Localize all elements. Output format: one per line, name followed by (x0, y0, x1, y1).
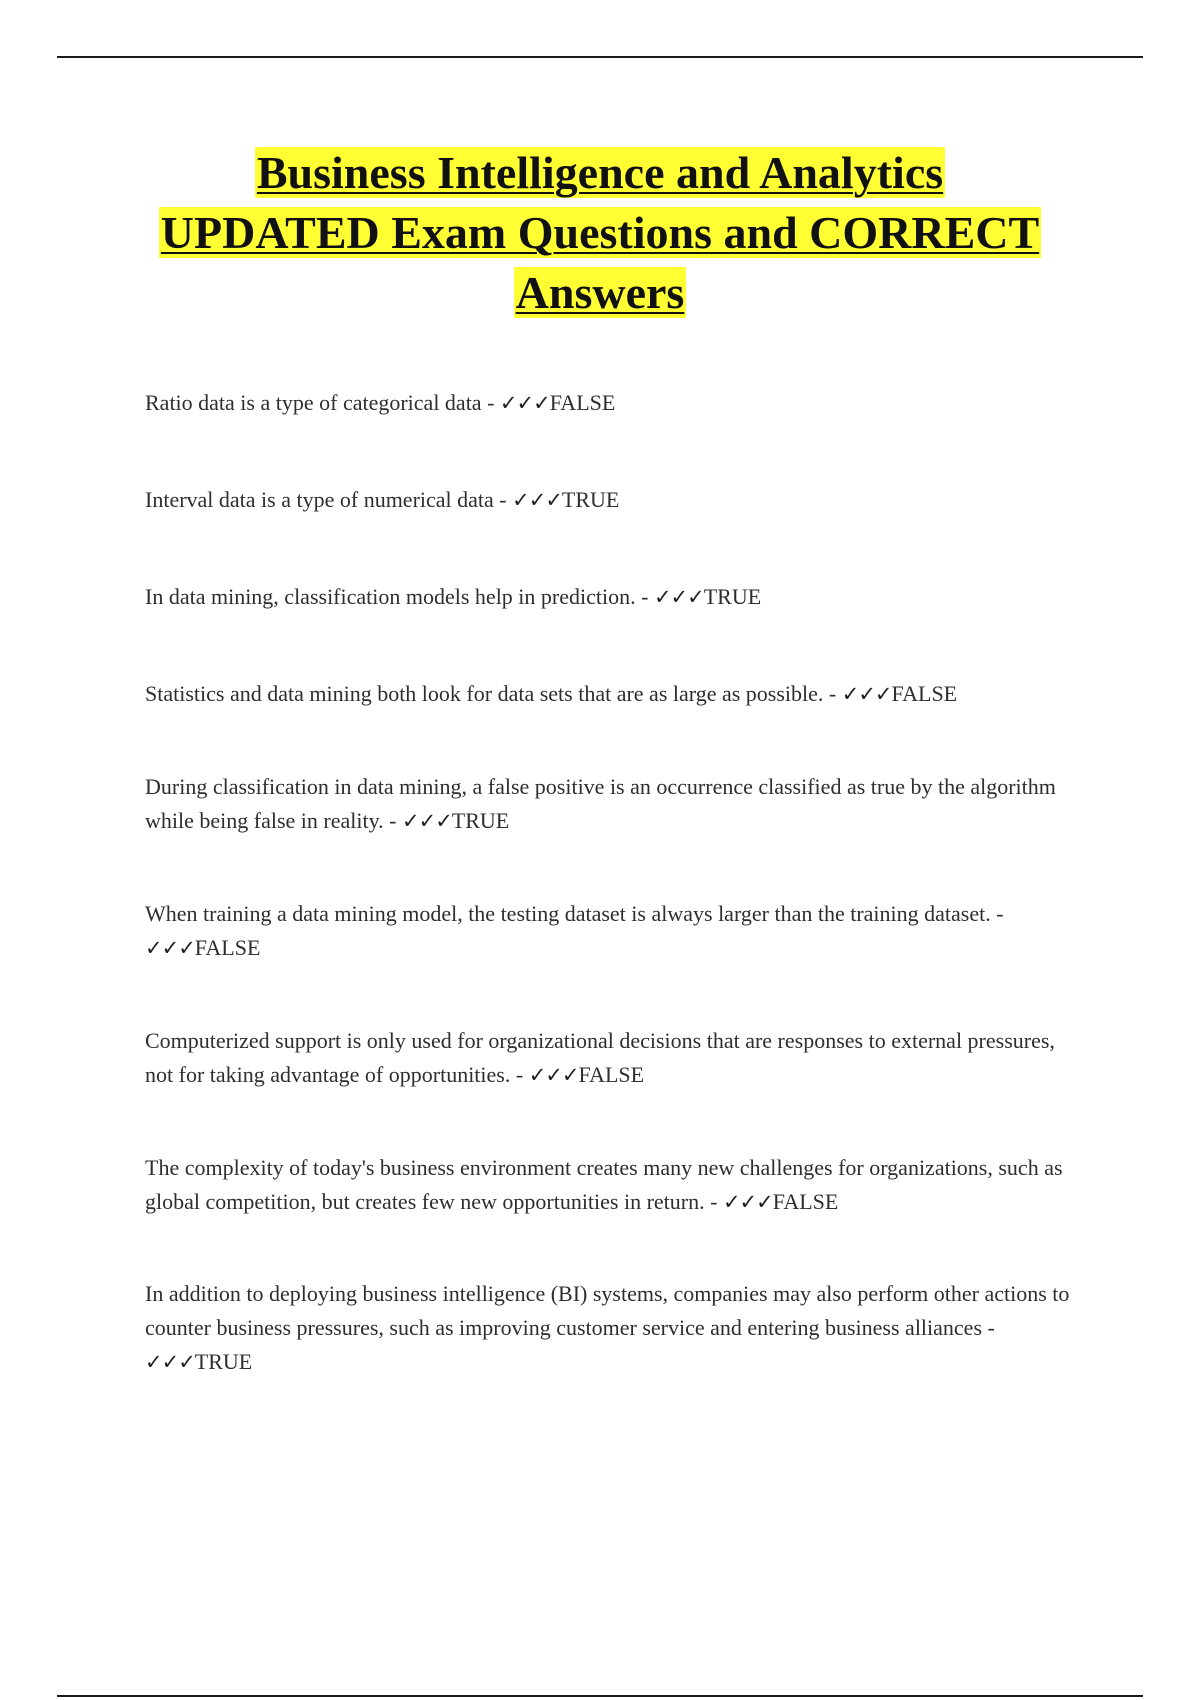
answer-text: TRUE (451, 808, 510, 833)
checkmark-icon: ✓✓✓ (528, 1063, 579, 1087)
separator: - (493, 487, 513, 512)
question-text: When training a data mining model, the testing dataset is always larger than the training dataset. (145, 901, 991, 926)
bottom-divider (57, 1695, 1143, 1697)
answer-text: TRUE (194, 1349, 253, 1374)
qa-item (145, 1024, 1085, 1092)
separator: - (704, 1189, 723, 1214)
question-text: Computerized support is only used for organizational decisions that are responses to external pressures, not for taking advantage of opportunities. (145, 1028, 1055, 1087)
checkmark-icon: ✓✓✓ (653, 585, 704, 609)
answer-text: FALSE (891, 681, 958, 706)
checkmark-icon: ✓✓✓ (722, 1190, 773, 1214)
separator: - (383, 808, 402, 833)
checkmark-icon: ✓✓✓ (145, 936, 195, 960)
answer-text: FALSE (549, 390, 616, 415)
question-text: Ratio data is a type of categorical data (145, 390, 482, 415)
answer-text: TRUE (561, 487, 620, 512)
qa-item (145, 386, 1085, 420)
checkmark-icon: ✓✓✓ (841, 682, 892, 706)
qa-item (145, 483, 1085, 517)
qa-item (145, 1277, 1085, 1379)
separator: - (481, 390, 500, 415)
qa-item (145, 677, 1085, 711)
answer-text: TRUE (703, 584, 762, 609)
qa-item (145, 580, 1085, 614)
title-line-1: Business Intelligence and Analytics (256, 147, 944, 198)
title-line-3: Answers (515, 267, 685, 318)
separator: - (635, 584, 654, 609)
answer-text: FALSE (578, 1062, 645, 1087)
question-text: The complexity of today's business environment creates many new challenges for organizations, such as global competition, but creates few new opportunities in return. (145, 1155, 1063, 1214)
document-title (57, 143, 1143, 323)
title-line-2: UPDATED Exam Questions and CORRECT (160, 207, 1040, 258)
checkmark-icon: ✓✓✓ (402, 809, 452, 833)
separator: - (823, 681, 842, 706)
checkmark-icon: ✓✓✓ (512, 488, 562, 512)
question-text: Interval data is a type of numerical data (145, 487, 494, 512)
qa-item (145, 897, 1085, 965)
question-text: In data mining, classification models help in prediction. (145, 584, 636, 609)
qa-item (145, 1151, 1085, 1219)
answer-text: FALSE (772, 1189, 839, 1214)
separator: - (990, 901, 1004, 926)
checkmark-icon: ✓✓✓ (145, 1350, 195, 1374)
qa-item (145, 770, 1085, 838)
question-text: In addition to deploying business intelligence (BI) systems, companies may also perform other actions to counter business pressures, such as improving customer service and entering business alliances (145, 1281, 1070, 1340)
separator: - (510, 1062, 529, 1087)
top-divider (57, 56, 1143, 58)
checkmark-icon: ✓✓✓ (499, 391, 550, 415)
question-text: During classification in data mining, a false positive is an occurrence classified as true by the algorithm while being false in reality. (145, 774, 1056, 833)
question-text: Statistics and data mining both look for data sets that are as large as possible. (145, 681, 824, 706)
separator: - (982, 1315, 995, 1340)
answer-text: FALSE (194, 935, 261, 960)
